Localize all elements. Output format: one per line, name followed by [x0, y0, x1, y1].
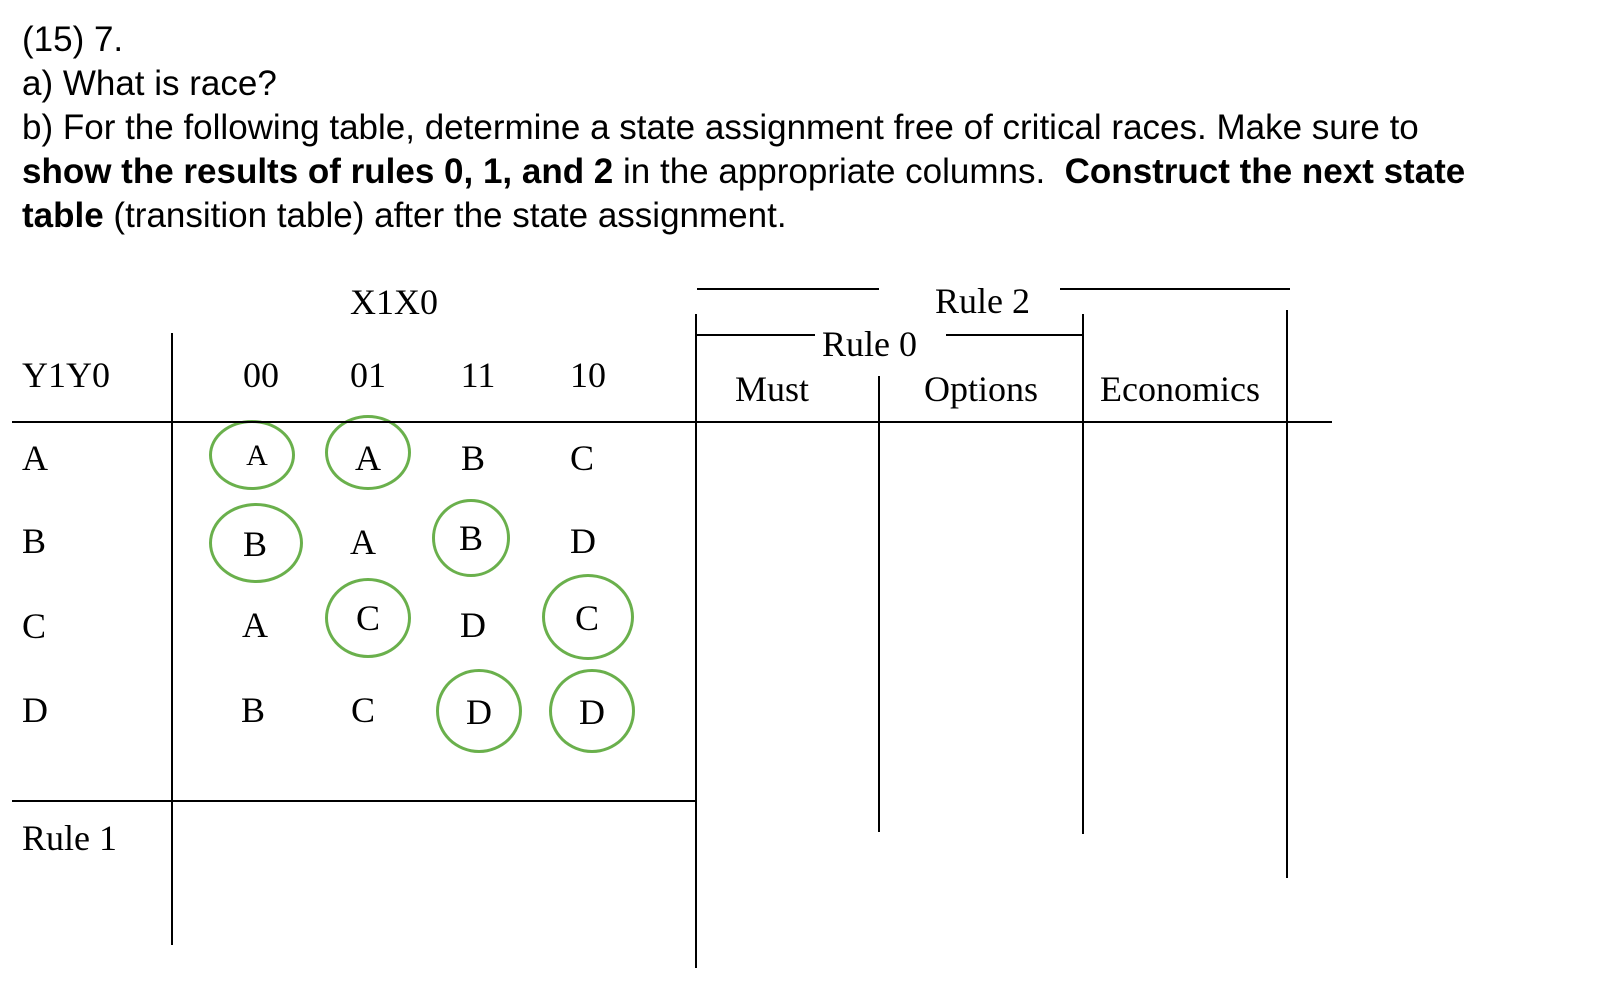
- column-header: 00: [243, 355, 279, 395]
- input-header: X1X0: [350, 282, 438, 322]
- table-right-border: [695, 314, 697, 968]
- rule1-divider: [12, 800, 697, 802]
- next-state-cell: B: [458, 518, 483, 558]
- next-state-cell: C: [569, 438, 594, 478]
- next-state-cell: D: [570, 521, 596, 561]
- bold-construct-text: Construct the next state: [1064, 152, 1466, 191]
- question-text: [22, 18, 1612, 238]
- column-header: 10: [570, 355, 606, 395]
- rule0-line-right: [946, 334, 1084, 336]
- column-header: 01: [350, 355, 386, 395]
- rule0-right-border: [1082, 314, 1084, 834]
- rule0-label: Rule 0: [822, 324, 917, 364]
- question-part-b-line1: b) For the following table, determine a state assignment free of critical races. Make sure to: [22, 108, 1419, 147]
- plain-text: (transition table) after the state assignment.: [103, 196, 787, 235]
- next-state-cell: B: [240, 690, 265, 730]
- state-header: Y1Y0: [22, 355, 110, 395]
- next-state-cell: C: [350, 690, 375, 730]
- next-state-cell: B: [460, 438, 485, 478]
- next-state-cell: C: [355, 598, 380, 638]
- must-label: Must: [735, 369, 810, 409]
- bold-rules-text: show the results of rules 0, 1, and 2: [22, 152, 614, 191]
- options-label: Options: [924, 369, 1039, 409]
- rule0-line-left: [697, 334, 815, 336]
- next-state-cell: A: [246, 439, 268, 472]
- row-label: D: [22, 690, 48, 730]
- next-state-cell: B: [242, 524, 267, 564]
- must-options-divider: [878, 376, 880, 832]
- next-state-cell: D: [460, 605, 486, 645]
- row-label: C: [22, 606, 47, 646]
- next-state-cell: D: [466, 692, 492, 732]
- state-column-divider: [171, 333, 173, 945]
- economics-label: Economics: [1100, 369, 1260, 409]
- question-part-b-line3: [22, 194, 1612, 238]
- next-state-cell: A: [355, 438, 381, 478]
- rule1-label: Rule 1: [22, 818, 117, 858]
- question-part-a: a) What is race?: [22, 64, 277, 103]
- next-state-cell: D: [579, 692, 605, 732]
- rule2-line-right: [1060, 288, 1290, 290]
- next-state-cell: C: [574, 598, 599, 638]
- row-label: B: [22, 521, 47, 561]
- column-header: 11: [460, 355, 496, 395]
- question-part-b-line2: [22, 150, 1612, 194]
- rule2-line-left: [697, 288, 879, 290]
- rule2-right-border: [1286, 310, 1288, 878]
- rule2-label: Rule 2: [935, 281, 1030, 321]
- plain-text: in the appropriate columns.: [613, 152, 1065, 191]
- header-divider: [12, 421, 1332, 423]
- next-state-cell: A: [350, 522, 376, 562]
- bold-table-text: table: [22, 196, 104, 235]
- next-state-cell: A: [242, 605, 268, 645]
- row-label: A: [22, 438, 48, 478]
- question-number: (15) 7.: [22, 20, 124, 59]
